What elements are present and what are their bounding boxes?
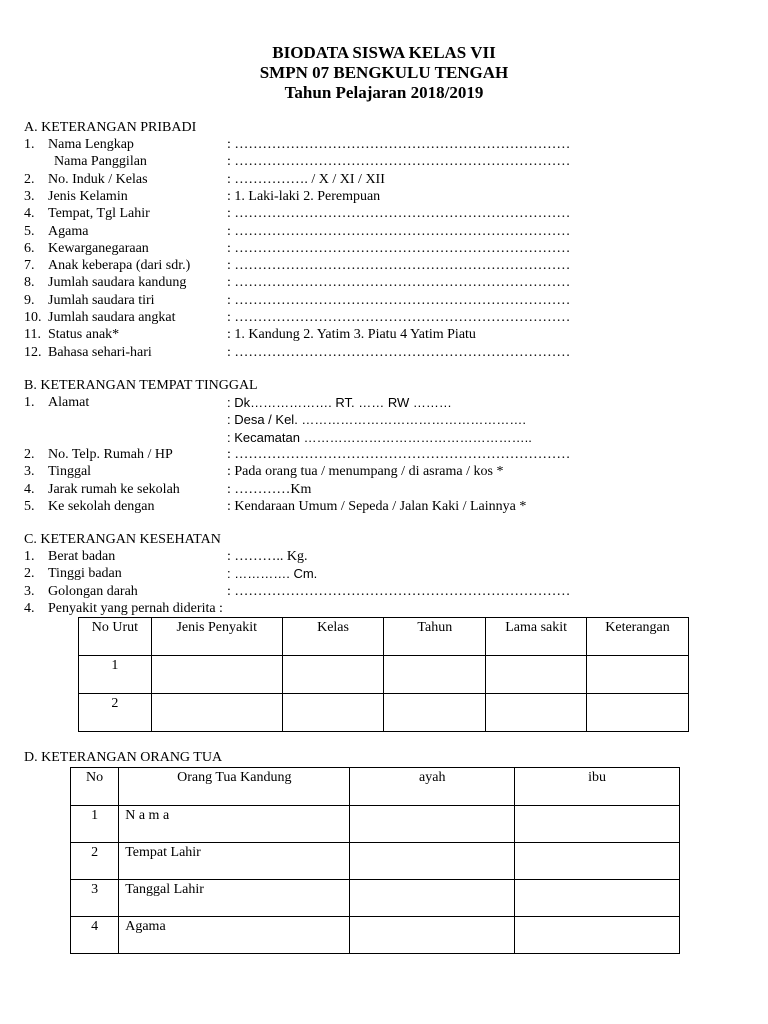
form-field-row [24, 241, 744, 258]
field-number: 2. [24, 446, 35, 462]
kelas-cell[interactable] [282, 656, 384, 694]
field-value[interactable]: : ……….. Kg. [227, 549, 308, 564]
field-value[interactable]: : Desa / Kel. ……………………………………………. [227, 412, 527, 428]
form-field-row [24, 224, 744, 241]
field-value[interactable]: : …………. Cm. [227, 566, 318, 582]
ibu-cell[interactable] [515, 880, 680, 917]
ibu-cell[interactable] [515, 917, 680, 954]
ayah-cell[interactable] [350, 806, 515, 843]
col-keterangan: Keterangan [587, 618, 689, 656]
form-field-row [24, 499, 744, 516]
col-tahun: Tahun [384, 618, 486, 656]
field-value[interactable]: : ……………………………………………………………… [227, 154, 571, 170]
field-label: Berat badan [48, 549, 116, 564]
field-value[interactable]: : ……………………………………………………………… [227, 206, 571, 222]
form-title: BIODATA SISWA KELAS VII [272, 43, 496, 62]
form-field-row [24, 464, 744, 481]
academic-year: Tahun Pelajaran 2018/2019 [284, 83, 484, 102]
disease-table [78, 617, 689, 732]
field-number: 4. [24, 206, 35, 222]
field-label: Anak keberapa (dari sdr.) [48, 258, 191, 274]
disease-table-header [79, 618, 689, 656]
field-number: 4. [24, 600, 35, 616]
field-number: 3. [24, 464, 35, 480]
field-value[interactable]: : ……………………………………………………………… [227, 446, 571, 462]
field-label: Nama Panggilan [54, 154, 147, 170]
ibu-cell[interactable] [515, 806, 680, 843]
parents-table-header [71, 768, 680, 806]
section-c-heading: C. KETERANGAN KESEHATAN [24, 532, 221, 547]
col-lama-sakit: Lama sakit [486, 618, 587, 656]
field-label: Ke sekolah dengan [48, 498, 155, 514]
field-label: Alamat [48, 395, 90, 410]
field-value[interactable]: : ……………………………………………………………… [227, 258, 571, 274]
col-no-urut: No Urut [79, 618, 152, 656]
form-field-row [24, 549, 744, 566]
form-field-row [24, 395, 744, 412]
form-field-row [24, 584, 744, 601]
jenis-penyakit-cell[interactable] [151, 694, 282, 732]
ibu-cell[interactable] [515, 843, 680, 880]
ayah-cell[interactable] [350, 917, 515, 954]
row-number: 2 [79, 694, 152, 732]
form-field-row [24, 258, 744, 275]
field-label: Kewarganegaraan [48, 240, 149, 256]
field-label: Penyakit yang pernah diderita : [48, 600, 223, 616]
tahun-cell[interactable] [384, 656, 486, 694]
field-label: Golongan darah [48, 583, 138, 599]
field-value[interactable]: : ……………………………………………………………… [227, 344, 571, 360]
form-field-row [24, 206, 744, 223]
field-value[interactable]: : 1. Kandung 2. Yatim 3. Piatu 4 Yatim Piatu [227, 327, 476, 343]
field-value[interactable]: : ……………………………………………………………… [227, 583, 571, 599]
school-name: SMPN 07 BENGKULU TENGAH [259, 63, 509, 82]
form-field-row [24, 172, 744, 189]
field-number: 2. [24, 566, 35, 582]
lama-sakit-cell[interactable] [486, 694, 587, 732]
field-label: Status anak* [48, 327, 120, 343]
col-no: No [71, 768, 119, 806]
form-field-row [24, 327, 744, 344]
col-orang-tua-kandung: Orang Tua Kandung [119, 768, 350, 806]
form-field-row [24, 447, 744, 464]
jenis-penyakit-cell[interactable] [151, 656, 282, 694]
form-field-row [24, 601, 744, 618]
tahun-cell[interactable] [384, 694, 486, 732]
field-number: 5. [24, 223, 35, 239]
row-number: 3 [71, 880, 119, 917]
kelas-cell[interactable] [282, 694, 384, 732]
field-label: Tinggi badan [48, 566, 122, 582]
table-row [71, 880, 680, 917]
field-value[interactable]: : ……………………………………………………………… [227, 310, 571, 325]
row-number: 1 [71, 806, 119, 843]
field-label: Jumlah saudara tiri [48, 292, 155, 308]
form-field-row [24, 566, 744, 583]
row-number: 1 [79, 656, 152, 694]
field-number: 1. [24, 549, 35, 564]
col-jenis-penyakit: Jenis Penyakit [151, 618, 282, 656]
row-number: 2 [71, 843, 119, 880]
field-number: 11. [24, 327, 41, 343]
field-number: 5. [24, 498, 35, 514]
table-row [71, 806, 680, 843]
field-value[interactable]: : Dk………………. RT. …… RW ……… [227, 395, 452, 410]
field-number: 6. [24, 240, 35, 256]
field-label: Agama [48, 223, 89, 239]
field-number: 4. [24, 481, 35, 497]
field-value[interactable]: : ……………. / X / XI / XII [227, 171, 385, 187]
col-ibu: ibu [515, 768, 680, 806]
table-row [71, 843, 680, 880]
field-label: Tinggal [48, 464, 92, 480]
field-number: 3. [24, 583, 35, 599]
col-ayah: ayah [350, 768, 515, 806]
field-label: Nama Lengkap [48, 137, 134, 152]
section-a-heading: A. KETERANGAN PRIBADI [24, 120, 197, 135]
section-d-heading: D. KETERANGAN ORANG TUA [24, 750, 223, 765]
form-field-row [24, 189, 744, 206]
form-field-row [24, 137, 744, 154]
form-field-row [24, 275, 744, 292]
field-number: 12. [24, 344, 42, 360]
field-label: Jumlah saudara kandung [48, 275, 187, 291]
field-number: 1. [24, 137, 35, 152]
field-value[interactable]: : Kecamatan …………………………………………….. [227, 429, 532, 445]
table-row [79, 694, 689, 732]
row-label: Tempat Lahir [119, 843, 350, 880]
row-label: N a m a [119, 806, 350, 843]
table-row [71, 917, 680, 954]
field-label: Jumlah saudara angkat [48, 310, 176, 325]
field-value[interactable]: : …………Km [227, 481, 312, 497]
field-label: No. Telp. Rumah / HP [48, 446, 173, 462]
form-field-row [24, 412, 744, 429]
field-value[interactable]: : 1. Laki-laki 2. Perempuan [227, 188, 381, 204]
field-value[interactable]: : Pada orang tua / menumpang / di asrama / kos * [227, 464, 504, 480]
field-value[interactable]: : ……………………………………………………………… [227, 292, 571, 308]
field-number: 2. [24, 171, 35, 187]
lama-sakit-cell[interactable] [486, 656, 587, 694]
field-number: 9. [24, 292, 35, 308]
field-number: 7. [24, 258, 35, 274]
row-label: Tanggal Lahir [119, 880, 350, 917]
section-b-heading: B. KETERANGAN TEMPAT TINGGAL [24, 378, 258, 393]
field-label: Jenis Kelamin [48, 188, 128, 204]
keterangan-cell[interactable] [587, 656, 689, 694]
keterangan-cell[interactable] [587, 694, 689, 732]
parents-table [70, 767, 680, 954]
ayah-cell[interactable] [350, 880, 515, 917]
field-value[interactable]: : ……………………………………………………………… [227, 223, 571, 239]
field-number: 1. [24, 395, 35, 410]
form-field-row [24, 345, 744, 362]
field-value[interactable]: : ……………………………………………………………… [227, 240, 571, 256]
col-kelas: Kelas [282, 618, 384, 656]
field-value[interactable]: : Kendaraan Umum / Sepeda / Jalan Kaki / Lainnya * [227, 498, 527, 514]
form-field-row [24, 154, 744, 171]
form-field-row [24, 430, 744, 447]
form-field-row [24, 310, 744, 327]
field-label: No. Induk / Kelas [48, 171, 148, 187]
field-number: 10. [24, 310, 42, 325]
field-number: 8. [24, 275, 35, 291]
field-label: Bahasa sehari-hari [48, 344, 152, 360]
field-value[interactable]: : ……………………………………………………………… [227, 137, 571, 152]
form-field-row [24, 293, 744, 310]
field-label: Tempat, Tgl Lahir [48, 206, 150, 222]
field-number: 3. [24, 188, 35, 204]
field-label: Jarak rumah ke sekolah [48, 481, 180, 497]
row-label: Agama [119, 917, 350, 954]
row-number: 4 [71, 917, 119, 954]
form-field-row [24, 482, 744, 499]
ayah-cell[interactable] [350, 843, 515, 880]
table-row [79, 656, 689, 694]
field-value[interactable]: : ……………………………………………………………… [227, 275, 571, 291]
